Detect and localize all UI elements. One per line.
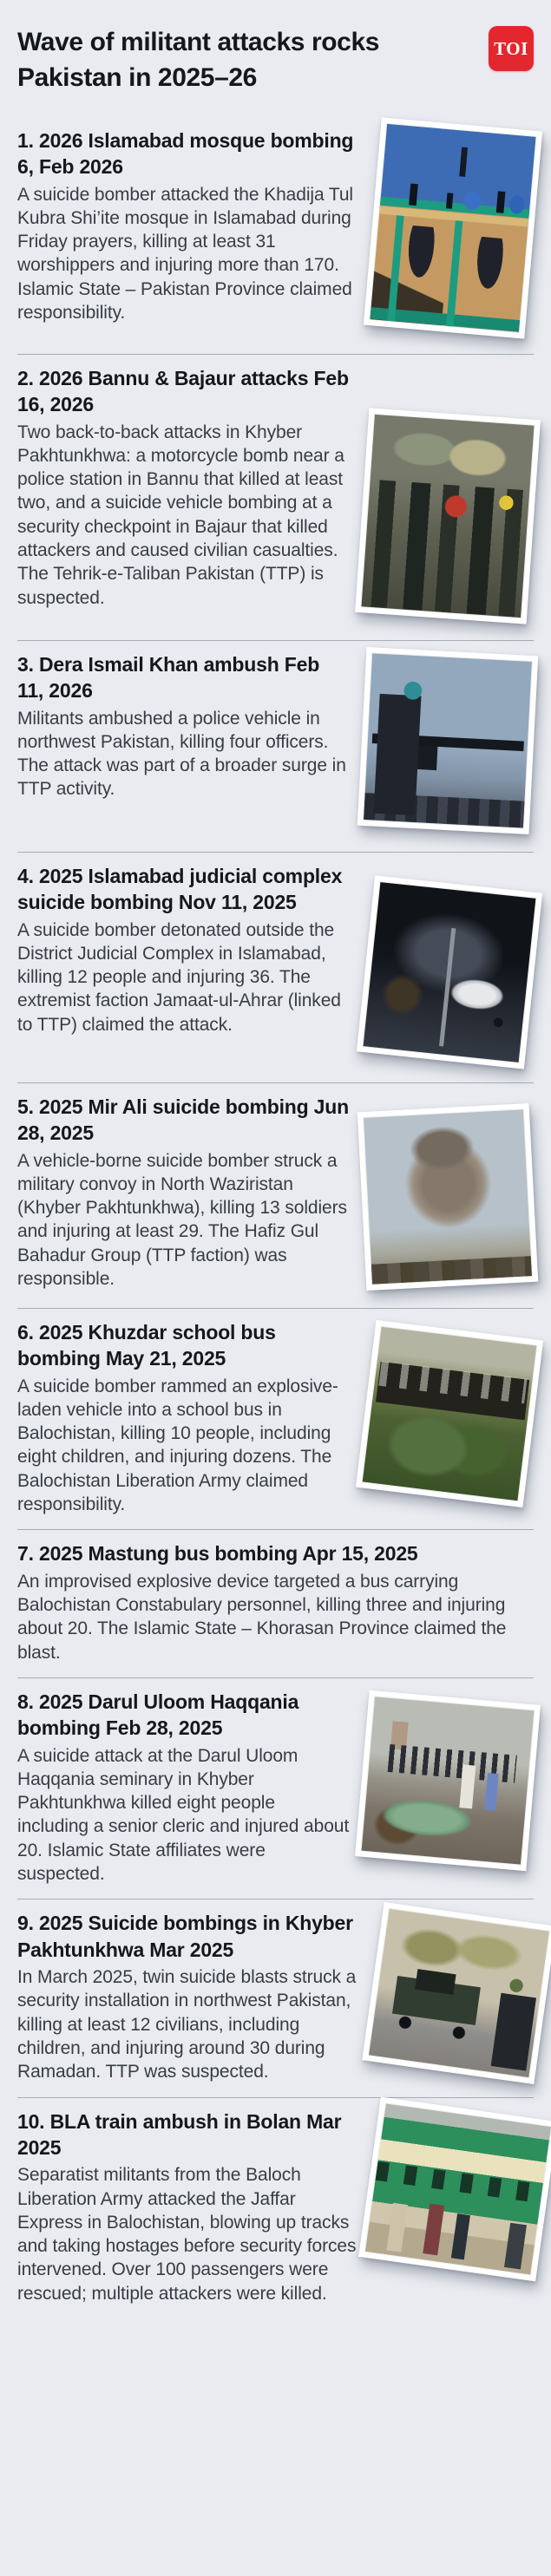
- photo-bolan-train: [358, 2096, 551, 2281]
- attack-item-6: [17, 1309, 534, 1530]
- photo-darul-uloom: [355, 1690, 541, 1872]
- burnt-bus-image: [363, 1326, 537, 1500]
- item-body: Separatist militants from the Baloch Liberation Army attacked the Jaffar Express in Balochistan, blowing up tracks and taking hostages before security forces intervened. Over 100 passengers were rescued; multiple attackers were killed.: [17, 2165, 357, 2304]
- attack-item-1: [17, 117, 534, 354]
- attack-item-9: [17, 1899, 534, 2096]
- item-body: An improvised explosive device targeted a bus carrying Balochistan Constabulary personnel, killing three and injuring about 20. The Islamic State – Khorasan Province claimed the blast.: [17, 1571, 507, 1663]
- photo-mir-ali: [357, 1103, 539, 1291]
- toi-logo: [489, 26, 534, 71]
- soldiers-blast-site-image: [361, 415, 534, 618]
- item-title: 2. 2026 Bannu & Bajaur attacks Feb 16, 2026: [17, 366, 349, 416]
- attack-item-2: [17, 355, 534, 640]
- masthead: [17, 0, 534, 117]
- attack-item-8: [17, 1678, 534, 1899]
- item-body: In March 2025, twin suicide blasts struck a security installation in northwest Pakistan, killing at least 12 civilians, including children, and injuring around 30 during Ramadan. TTP was suspected.: [17, 1967, 357, 2082]
- security-truck-image: [369, 1909, 549, 2077]
- night-blast-image: [364, 882, 536, 1062]
- item-body: Militants ambushed a police vehicle in northwest Pakistan, killing four officers. The attack was part of a broader surge in TTP activity.: [17, 708, 346, 800]
- item-body: Two back-to-back attacks in Khyber Pakhtunkhwa: a motorcycle bomb near a police station in Bannu that killed at least two, and a suicide vehicle bombing at a security checkpoint in Bajaur that killed attackers and caused civilian casualties. The Tehrik-e-Taliban Pakistan (TTP) is suspected.: [17, 422, 344, 608]
- photo-islamabad-mosque: [364, 117, 542, 338]
- item-body: A suicide bomber detonated outside the District Judicial Complex in Islamabad, killing 12 people and injuring 36. The extremist faction Jamaat-ul-Ahrar (linked to TTP) claimed the attack.: [17, 919, 341, 1035]
- item-body: A suicide bomber rammed an explosive-laden vehicle into a school bus in Balochistan, killing 10 people, including eight children, and injuring dozens. The Balochistan Liberation Army claimed responsibility.: [17, 1376, 338, 1514]
- item-body: A suicide attack at the Darul Uloom Haqqania seminary in Khyber Pakhtunkhwa killed eight people including a senior cleric and injured about 20. Islamic State affiliates were suspected.: [17, 1745, 350, 1885]
- photo-dera-ismail-khan: [357, 647, 539, 834]
- attack-item-7: [17, 1530, 534, 1677]
- smoke-plume-image: [364, 1109, 532, 1284]
- jaffar-express-image: [365, 2103, 551, 2274]
- photo-khuzdar-bus: [356, 1320, 543, 1507]
- item-title: 4. 2025 Islamabad judicial complex suicide bombing Nov 11, 2025: [17, 864, 343, 914]
- attack-item-5: [17, 1083, 534, 1308]
- item-title: 8. 2025 Darul Uloom Haqqania bombing Feb 28, 2025: [17, 1690, 299, 1740]
- toi-logo-text: TOI: [494, 37, 528, 59]
- item-body: A suicide bomber attacked the Khadija Tul Kubra Shi’ite mosque in Islamabad during Friday prayers, killing at least 31 worshippers and injuring more than 170. Islamic State – Pakistan Province claimed responsibility.: [17, 184, 353, 323]
- photo-bannu-bajaur: [355, 408, 541, 624]
- photo-kp-bombings: [362, 1902, 551, 2084]
- photo-judicial-complex: [357, 875, 542, 1069]
- item-title: 1. 2026 Islamabad mosque bombing 6, Feb 2026: [17, 128, 354, 179]
- item-body: A vehicle-borne suicide bomber struck a military convoy in North Waziristan (Khyber Pakhtunkhwa), killing 13 soldiers and injuring at least 29. The Hafiz Gul Bahadur Group (TTP faction) was responsible.: [17, 1150, 347, 1289]
- attack-item-4: [17, 853, 534, 1082]
- item-title: 5. 2025 Mir Ali suicide bombing Jun 28, 2025: [17, 1095, 349, 1145]
- mosque-rooftop-image: [370, 124, 535, 332]
- militant-gunner-image: [364, 653, 532, 827]
- item-title: 6. 2025 Khuzdar school bus bombing May 21, 2025: [17, 1320, 276, 1370]
- item-title: 10. BLA train ambush in Bolan Mar 2025: [17, 2109, 342, 2159]
- attack-item-10: [17, 2098, 534, 2319]
- seminary-interior-image: [362, 1697, 535, 1864]
- item-title: 7. 2025 Mastung bus bombing Apr 15, 2025: [17, 1542, 418, 1566]
- page-title: Wave of militant attacks rocks Pakistan in 2025–26: [17, 28, 380, 93]
- attack-item-3: [17, 641, 534, 852]
- item-title: 9. 2025 Suicide bombings in Khyber Pakhtunkhwa Mar 2025: [17, 1912, 353, 1961]
- item-title: 3. Dera Ismail Khan ambush Feb 11, 2026: [17, 652, 320, 703]
